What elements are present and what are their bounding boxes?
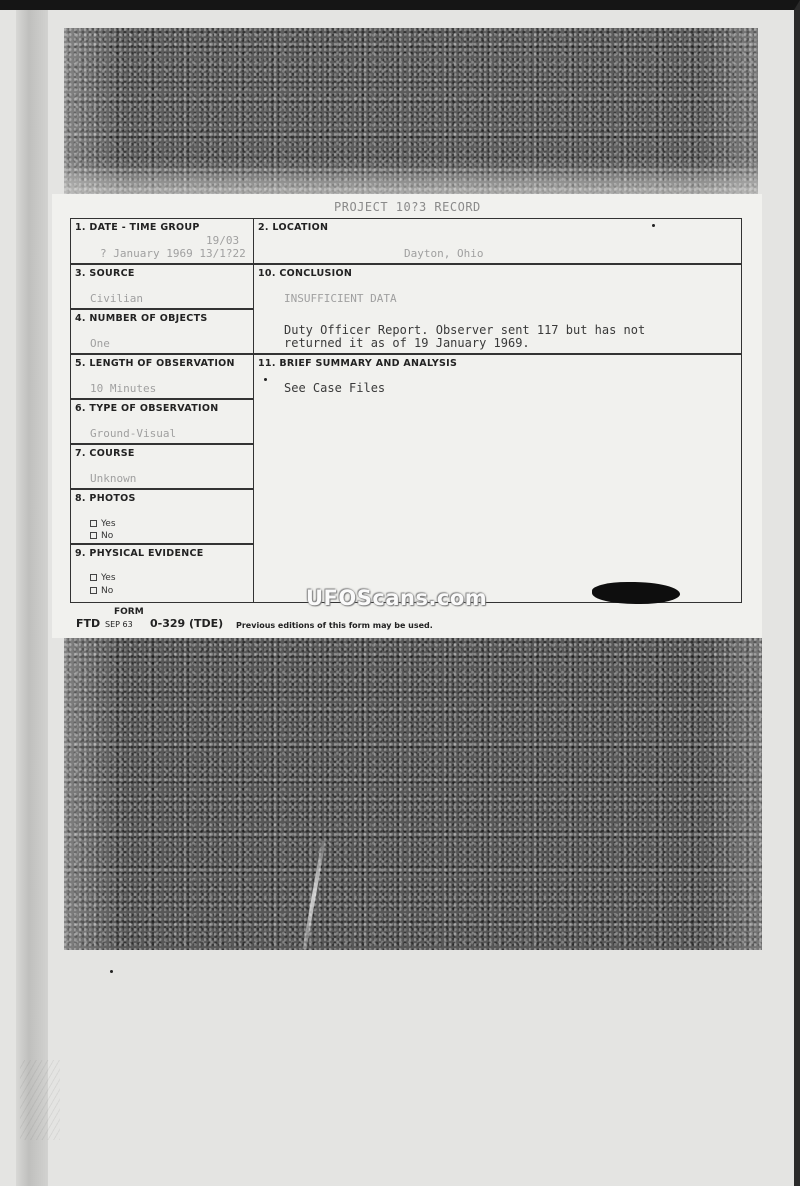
- length-of-observation-value: 10 Minutes: [90, 382, 157, 395]
- date-time-value: ? January 1969 13/1?22: [100, 247, 246, 260]
- summary-label: 11. BRIEF SUMMARY AND ANALYSIS: [258, 358, 458, 369]
- photocopy-noise-top: [64, 28, 758, 194]
- checkbox-icon: [90, 520, 97, 527]
- form-word: FORM: [114, 607, 144, 617]
- summary-value: See Case Files: [284, 381, 386, 395]
- date-time-label: 1. DATE - TIME GROUP: [75, 222, 200, 233]
- number-of-objects-value: One: [90, 337, 110, 350]
- physical-evidence-label: 9. PHYSICAL EVIDENCE: [75, 548, 204, 559]
- form-title: PROJECT 10?3 RECORD: [334, 200, 481, 214]
- physical-evidence-no-label: No: [101, 586, 114, 596]
- scan-edge-shadow: [16, 10, 48, 1186]
- type-of-observation-value: Ground-Visual: [90, 427, 177, 440]
- photos-yes-option[interactable]: [90, 519, 116, 529]
- form-number: FTD: [76, 617, 101, 630]
- stray-mark: [652, 224, 655, 227]
- form-code: 0-329 (TDE): [150, 617, 224, 630]
- photos-label: 8. PHOTOS: [75, 493, 136, 504]
- source-label: 3. SOURCE: [75, 268, 135, 279]
- checkbox-icon: [90, 587, 97, 594]
- location-label: 2. LOCATION: [258, 222, 329, 233]
- conclusion-note-line2: returned it as of 19 January 1969.: [284, 336, 530, 350]
- length-of-observation-label: 5. LENGTH OF OBSERVATION: [75, 358, 235, 369]
- photocopy-noise-bottom: [64, 638, 762, 950]
- watermark-text: UFOScans.com: [306, 586, 488, 610]
- date-time-value-top: 19/03: [206, 234, 240, 247]
- scan-artifact: [20, 1060, 60, 1140]
- conclusion-value: INSUFFICIENT DATA: [284, 292, 397, 305]
- checkbox-icon: [90, 532, 97, 539]
- photos-yes-label: Yes: [101, 519, 116, 529]
- physical-evidence-yes-label: Yes: [101, 573, 116, 583]
- form-date: SEP 63: [105, 620, 133, 629]
- redaction-mark: [592, 582, 680, 604]
- course-value: Unknown: [90, 472, 137, 485]
- number-of-objects-label: 4. NUMBER OF OBJECTS: [75, 313, 208, 324]
- conclusion-note-line1: Duty Officer Report. Observer sent 117 but has not: [284, 323, 646, 337]
- checkbox-icon: [90, 574, 97, 581]
- location-value: Dayton, Ohio: [404, 247, 484, 260]
- source-value: Civilian: [90, 292, 143, 305]
- photos-no-label: No: [101, 531, 114, 541]
- type-of-observation-label: 6. TYPE OF OBSERVATION: [75, 403, 219, 414]
- physical-evidence-yes-option[interactable]: [90, 573, 116, 583]
- conclusion-label: 10. CONCLUSION: [258, 268, 353, 279]
- stray-mark: [110, 970, 113, 973]
- form-edition-note: Previous editions of this form may be used.: [236, 621, 433, 630]
- photos-no-option[interactable]: [90, 531, 113, 541]
- physical-evidence-no-option[interactable]: [90, 586, 113, 596]
- stray-mark: [264, 378, 267, 381]
- course-label: 7. COURSE: [75, 448, 135, 459]
